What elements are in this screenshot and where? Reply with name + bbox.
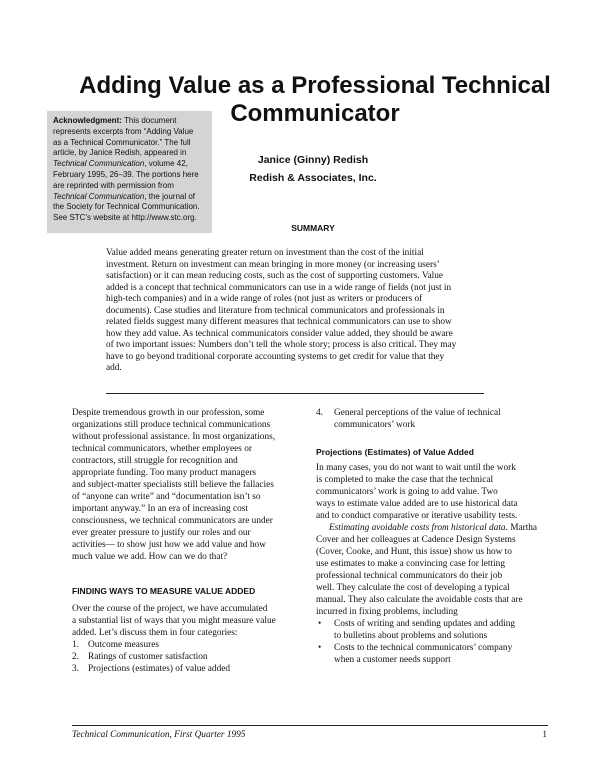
list-item	[72, 651, 312, 663]
paragraph-line: a substantial list of ways that you might measure value	[72, 616, 276, 626]
list-item	[72, 639, 312, 651]
abstract-line: have to go beyond traditional corporate accounting systems to get credit for value that they	[106, 351, 445, 362]
summary-heading: SUMMARY	[291, 223, 335, 233]
summary-divider	[106, 393, 484, 394]
ack-line: the Society for Technical Communication.	[53, 202, 200, 212]
paragraph-line: Cover and her colleagues at Cadence Design Systems	[316, 535, 516, 545]
abstract-line: added is a concept that technical communicators can use in a wide range of fields (not just in	[106, 282, 452, 293]
paragraph-line: activities— to show just how we add value and how	[72, 540, 266, 550]
acknowledgment-box	[47, 111, 212, 233]
bullet-text: Costs of writing and sending updates and adding	[334, 619, 516, 629]
paragraph-line: of “anyone can write” and “documentation isn’t so	[72, 492, 261, 502]
ack-line: represents excerpts from “Adding Value	[53, 126, 194, 136]
paragraph-line: technical communicators, whether employees or	[72, 444, 252, 454]
paragraph-line: and to conduct comparative or iterative usability tests.	[316, 511, 518, 521]
paragraph-line: ever greater pressure to justify our roles and our	[72, 528, 251, 538]
ack-line: , the journal of	[144, 191, 196, 201]
bullet-icon: •	[318, 619, 322, 629]
footer-divider	[72, 725, 548, 726]
list-text: Outcome measures	[88, 640, 159, 650]
author-block	[222, 151, 404, 187]
ack-line: are reprinted with permission from	[53, 180, 174, 190]
paragraph-line: consciousness, we technical communicators are under	[72, 516, 273, 526]
bullet-text: when a customer needs support	[334, 655, 451, 665]
section-heading: Projections (Estimates) of Value Added	[316, 447, 474, 457]
ack-line: as a Technical Communicator.” The full	[53, 137, 191, 147]
paragraph-line: is completed to make the case that the technical	[316, 475, 494, 485]
list-item	[72, 663, 312, 675]
paragraph-line: well. They calculate the cost of developing a typical	[316, 583, 510, 593]
left-column	[72, 407, 312, 675]
paragraph-line: much value we add. How can we do that?	[72, 552, 228, 562]
abstract-line: Value added means generating greater return on investment than the cost of the initial	[106, 248, 424, 258]
paragraph-line: In many cases, you do not want to wait until the work	[316, 463, 516, 473]
title-line-1: Adding Value as a Professional Technical	[79, 72, 551, 99]
acknowledgment-label: Acknowledgment:	[53, 116, 122, 125]
section-heading: FINDING WAYS TO MEASURE VALUE ADDED	[72, 586, 256, 596]
ack-line: See STC's website at http://www.stc.org.	[53, 213, 197, 223]
paragraph-line: appropriate funding. Too many product managers	[72, 468, 257, 478]
ack-line: article, by Janice Redish, appeared in	[53, 148, 187, 158]
bullet-icon: •	[318, 643, 322, 653]
paragraph-line: Over the course of the project, we have accumulated	[72, 604, 268, 614]
ack-line: , volume 42,	[144, 159, 188, 169]
title-line-2: Communicator	[230, 100, 400, 127]
list-number: 3.	[72, 664, 79, 674]
paragraph-line: Despite tremendous growth in our profession, some	[72, 408, 265, 418]
paragraph-line: Martha	[507, 523, 538, 533]
ack-journal-name: Technical Communication	[53, 191, 145, 201]
intro-paragraph	[72, 407, 312, 563]
bullet-text: Costs to the technical communicators’ company	[334, 643, 513, 653]
list-text: communicators’ work	[334, 420, 416, 430]
abstract-line: high-tech companies) and in a wide range of roles (not just as writers or producers of	[106, 294, 423, 304]
paragraph-line: important anyway.” In an era of increasing cost	[72, 504, 248, 514]
author-name: Janice (Ginny) Redish	[257, 154, 369, 166]
paragraph-line: professional technical communicators do their job	[316, 571, 503, 581]
paragraph-line: added. Let’s discuss them in four categories:	[72, 628, 238, 638]
abstract-line: satisfaction) or it can mean reducing costs, such as the cost of supporting customers. Value	[106, 271, 444, 281]
footer-journal: Technical Communication, First Quarter 1995	[72, 730, 246, 740]
right-column	[316, 407, 556, 666]
bullet-item	[316, 642, 556, 666]
paragraph-line: without professional assistance. In most organizations,	[72, 432, 276, 442]
summary-abstract	[106, 248, 496, 375]
ack-line: This document	[121, 116, 177, 125]
list-number: 2.	[72, 652, 79, 662]
paragraph-line: and subject-matter specialists still believe the fallacies	[72, 480, 274, 490]
paragraph-line: contractors, still struggle for recognition and	[72, 456, 238, 466]
abstract-line: how they add value. As technical communicators consider value added, they should be aware	[106, 328, 453, 339]
abstract-line: documents). Case studies and literature from technical communicators and professionals in	[106, 305, 445, 316]
paragraph-line: communicators’ work is going to add value. Two	[316, 487, 498, 497]
paragraph-line: manual. They also calculate the avoidable costs that are	[316, 595, 523, 605]
list-text: General perceptions of the value of technical	[334, 408, 501, 418]
list-text: Projections (estimates) of value added	[88, 664, 230, 674]
bullet-text: to bulletins about problems and solutions	[334, 631, 488, 641]
list-text: Ratings of customer satisfaction	[88, 652, 208, 662]
paragraph-line: use estimates to make a convincing case for letting	[316, 559, 505, 569]
list-number: 1.	[72, 640, 79, 650]
paragraph-line: ways to estimate value added are to use historical data	[316, 499, 518, 509]
ack-journal-name: Technical Communication	[53, 159, 145, 169]
abstract-line: of two important issues: Numbers don’t tell the whole story; process is also critical. They may	[106, 340, 457, 350]
paragraph-line: (Cover, Cooke, and Hunt, this issue) show us how to	[316, 547, 512, 557]
abstract-line: related fields suggest many different measures that technical communicators can use to show	[106, 317, 452, 327]
abstract-line: investment. Return on investment can mean bringing in more money (or increasing users’	[106, 259, 440, 270]
abstract-line: add.	[106, 363, 122, 373]
author-company: Redish & Associates, Inc.	[249, 172, 377, 184]
run-in-heading: Estimating avoidable costs from historical data.	[329, 523, 508, 533]
paragraph-line: organizations still produce technical communications	[72, 420, 271, 430]
bullet-item	[316, 618, 556, 642]
list-number: 4.	[316, 408, 323, 418]
list-item	[316, 407, 556, 431]
ack-line: February 1995, 26–39. The portions here	[53, 169, 199, 179]
paragraph-line: incurred in fixing problems, including	[316, 607, 458, 617]
page-number: 1	[542, 730, 547, 740]
